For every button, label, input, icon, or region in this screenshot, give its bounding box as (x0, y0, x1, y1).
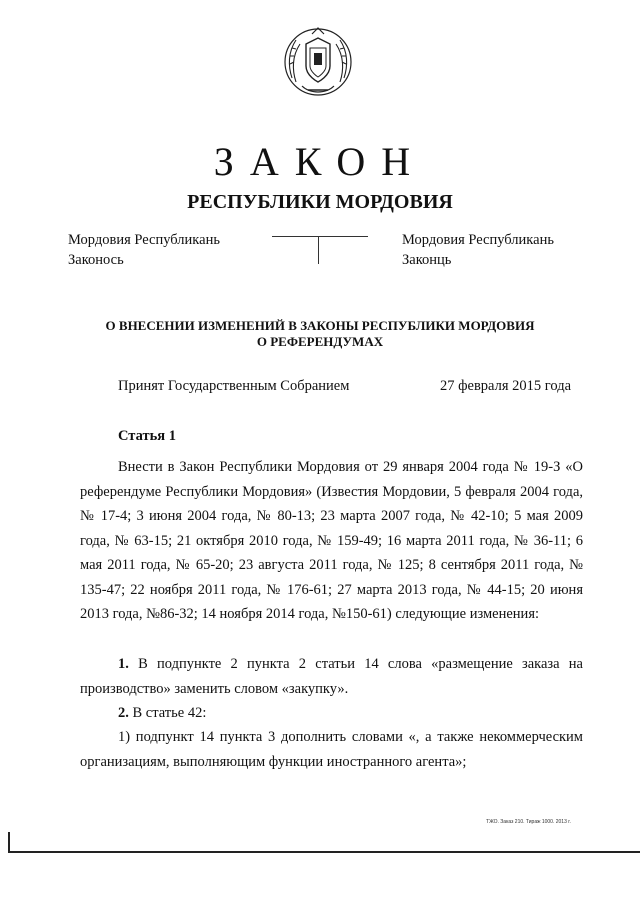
erzya-title-line2: Законць (402, 252, 452, 268)
scan-page-edge-vertical (8, 832, 10, 852)
adoption-label: Принят Государственным Собранием (118, 378, 350, 394)
law-heading (60, 318, 580, 350)
item-1-text: В подпункте 2 пункта 2 статьи 14 слова «размещение заказа на производство» заменить словом «закупку». (80, 656, 583, 697)
coat-of-arms-emblem (278, 20, 358, 100)
erzya-title-line1: Мордовия Республикань (402, 232, 554, 248)
article-subitem-1: 1) подпункт 14 пункта 3 дополнить словами «, а также некоммерческим организациям, выполняющим функции иностранного агента»; (80, 729, 583, 770)
scan-page-edge-horizontal (8, 851, 640, 853)
republic-name: РЕСПУБЛИКИ МОРДОВИЯ (187, 191, 453, 213)
moksha-title-line2: Законось (68, 252, 124, 268)
item-2-text: В статье 42: (132, 705, 207, 721)
law-heading-line2: О РЕФЕРЕНДУМАХ (256, 334, 384, 349)
item-2-number: 2. (118, 705, 129, 721)
article-item-2 (80, 701, 583, 726)
article-item-1 (80, 652, 583, 701)
moksha-title-block (68, 230, 220, 270)
adoption-date: 27 февраля 2015 года (440, 378, 572, 394)
law-heading-line1: О ВНЕСЕНИИ ИЗМЕНЕНИЙ В ЗАКОНЫ РЕСПУБЛИКИ МОРДОВИЯ (105, 318, 535, 333)
article-intro-paragraph: Внести в Закон Республики Мордовия от 29 января 2004 года № 19-З «О референдуме Республики Мордовия» (Известия Мордовии, 5 февраля 2004 года, № 17-4; 3 июня 2004 года, № 80-13; 23 марта 2007 года, № 42-10; 5 мая 2009 года, № 63-15; 21 октября 2010 года, № 159-49; 16 марта 2011 года, № 36-11; 6 мая 2011 года, № 65-20; 23 августа 2011 года, № 125; 8 сентября 2011 года, № 135-47; 22 ноября 2011 года, № 176-61; 27 марта 2013 года, № 44-15; 20 июня 2013 года, №86-32; 14 ноября 2014 года, №150-61) следующие изменения: (80, 459, 583, 622)
title-divider-vertical (318, 236, 319, 264)
title-divider-horizontal (272, 236, 368, 237)
erzya-title-block (402, 230, 554, 270)
printer-mark: ТЖО. Заказ 210. Тираж 1000. 2013 г. (486, 819, 571, 825)
item-1-number: 1. (118, 656, 129, 672)
moksha-title-line1: Мордовия Республикань (68, 232, 220, 248)
article-title: Статья 1 (118, 428, 176, 444)
law-title: ЗАКОН (213, 139, 427, 184)
